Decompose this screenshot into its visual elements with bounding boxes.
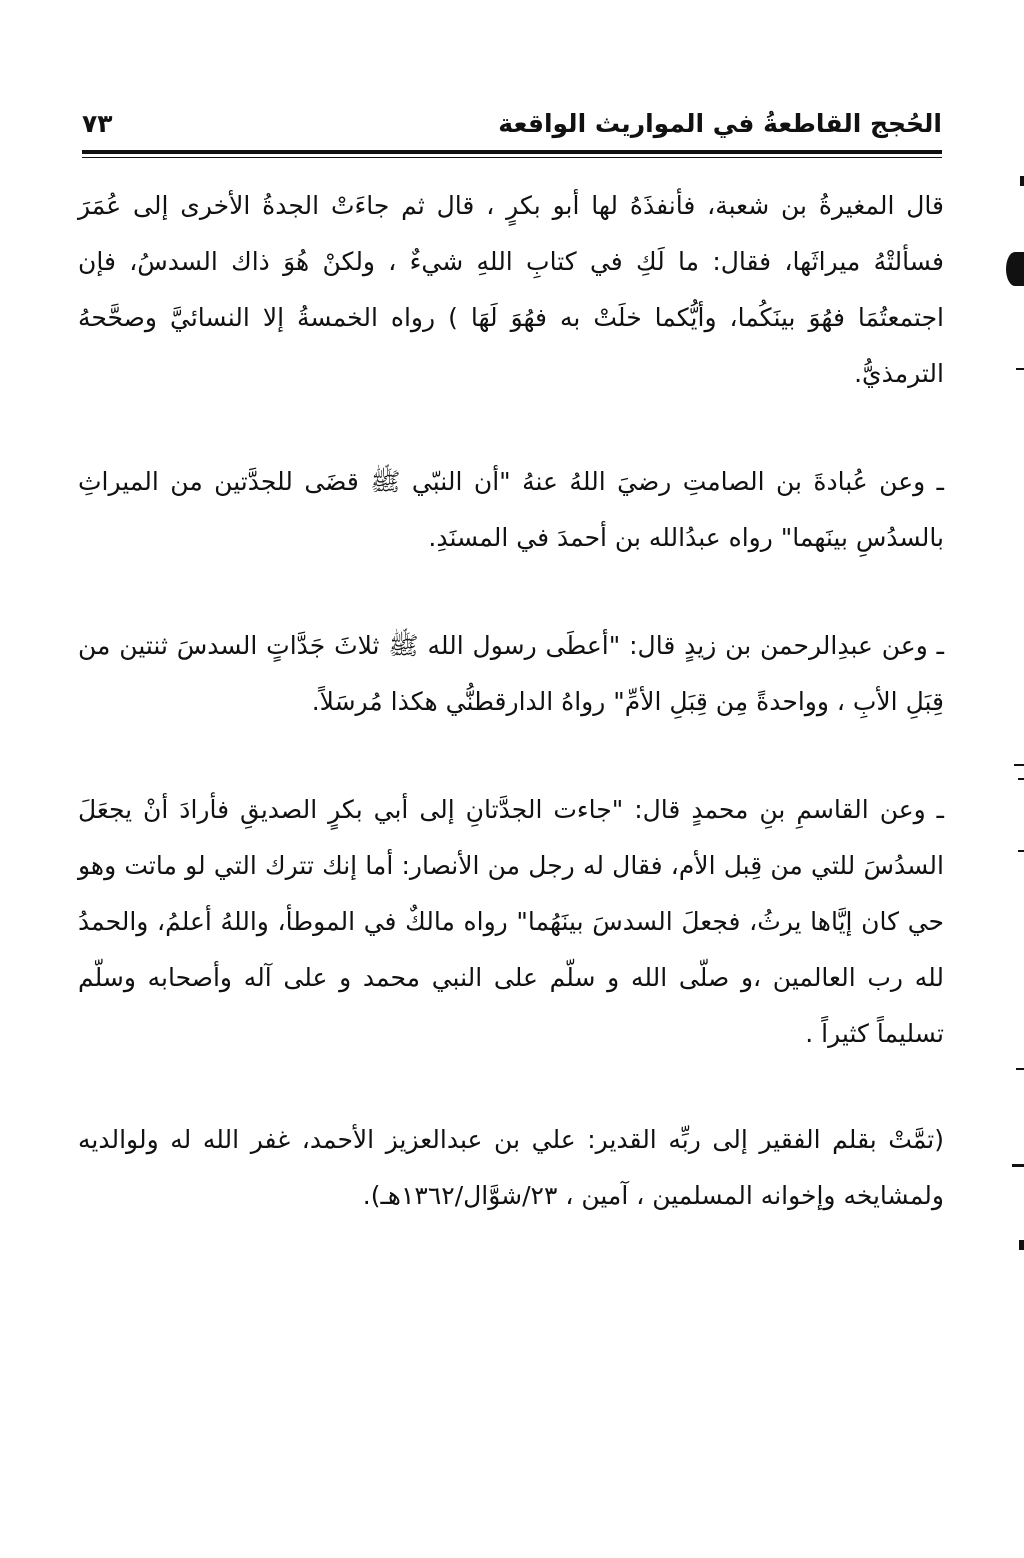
- book-title: الحُجج القاطعةُ في المواريث الواقعة: [498, 109, 942, 138]
- scan-edge-mark: [1016, 368, 1024, 370]
- header-rule-thick: [82, 150, 942, 154]
- paragraph-hadith-ubada: ـ وعن عُبادةَ بن الصامتِ رضيَ اللهُ عنهُ "أن النبّي ﷺ قضَى للجدَّتين من الميراثِ بالسدُسِ بينَهما" رواه عبدُالله بن أحمدَ في المسنَدِ.: [78, 467, 944, 552]
- scan-edge-mark: [1019, 1240, 1024, 1250]
- scan-edge-blob: [1006, 252, 1024, 286]
- paragraph-hadith-abdulrahman: ـ وعن عبدِالرحمن بن زيدٍ قال: "أعطَى رسول الله ﷺ ثلاثَ جَدَّاتٍ السدسَ ثنتين من قِبَلِ الأبِ ، وواحدةً مِن قِبَلِ الأمِّ" رواهُ الدارقطنُّي هكذا مُرسَلاً.: [78, 631, 944, 716]
- page-body: [78, 178, 944, 1224]
- paragraph-hadith-qasim: ـ وعن القاسمِ بنِ محمدٍ قال: "جاءت الجدَّتانِ إلى أبي بكرٍ الصديقِ فأرادَ أنْ يجعَلَ السدُسَ للتي من قِبل الأم، فقال له رجل من الأنصار: أما إنك تترك التي لو ماتت وهو حي كان إيَّاها يرثُ، فجعلَ السدسَ بينَهُما" رواه مالكٌ في الموطأ، واللهُ أعلمُ، والحمدُ لله رب العالمين ،و صلّى الله و سلّم على النبي محمد و على آله وأصحابه وسلّم تسليماً كثيراً .: [78, 795, 944, 1048]
- scan-edge-mark: [1020, 176, 1024, 186]
- page-number: ٧٣: [82, 109, 113, 138]
- paragraph-colophon: (تمَّتْ بقلم الفقير إلى ربِّه القدير: علي بن عبدالعزيز الأحمد، غفر الله له ولوالديه ولمشايخه وإخوانه المسلمين ، آمين ، ٢٣/شوَّال/١٣٦٢هـ).: [78, 1125, 944, 1210]
- scan-edge-mark: [1018, 850, 1024, 852]
- scan-edge-mark: [1012, 1164, 1024, 1167]
- scan-edge-mark: [1016, 1068, 1024, 1070]
- paragraph-hadith-mughira: قال المغيرةُ بن شعبة، فأنفذَهُ لها أبو بكرٍ ، قال ثم جاءَتْ الجدةُ الأخرى إلى عُمَرَ فسألتْهُ ميراثَها، فقال: ما لَكِ في كتابِ اللهِ شيءٌ ، ولكنْ هُوَ ذاك السدسُ، فإن اجتمعتُمَا فهُوَ بينَكُما، وأيُّكما خلَتْ به فهُوَ لَهَا ) رواه الخمسةُ إلا النسائيَّ وصحَّحهُ الترمذيُّ.: [78, 191, 944, 388]
- header-rule-thin: [82, 157, 942, 158]
- scan-edge-mark: [1018, 778, 1024, 780]
- running-header: [82, 100, 942, 144]
- scan-edge-mark: [1014, 764, 1024, 766]
